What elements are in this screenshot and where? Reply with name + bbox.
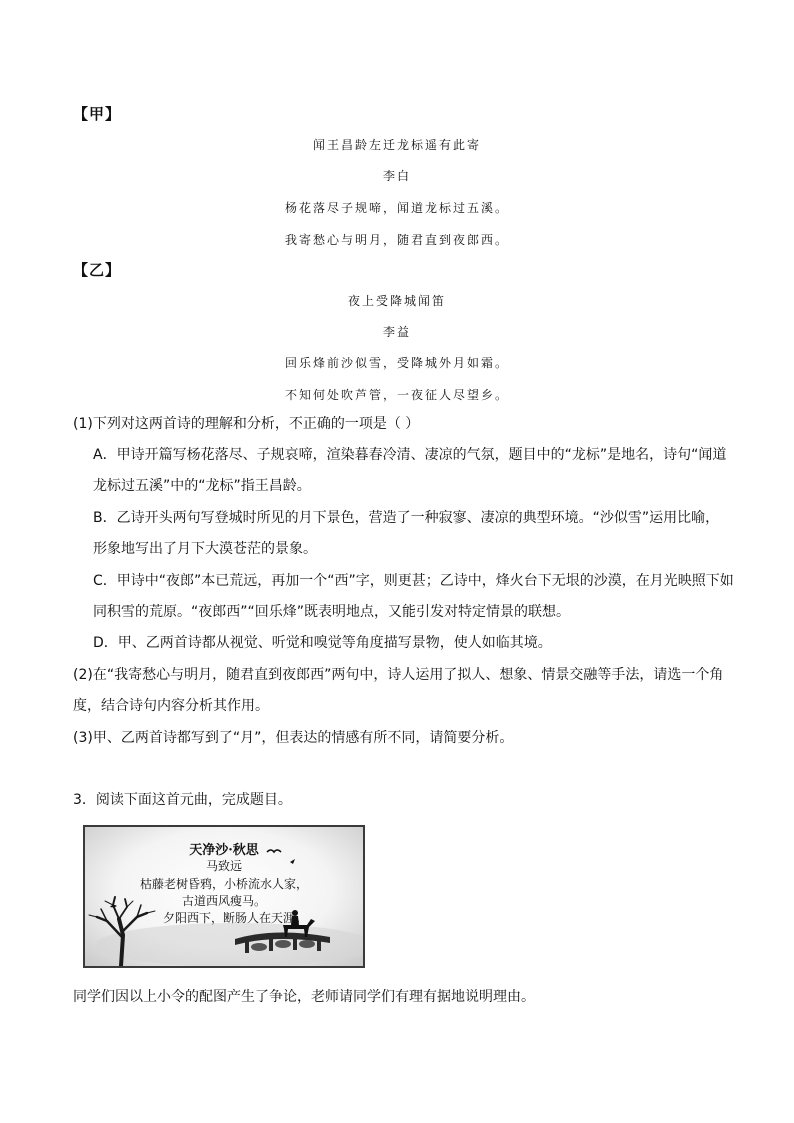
problem-3-heading: 3．阅读下面这首元曲，完成题目。 [73, 792, 292, 808]
poem-a-label: 【甲】 [73, 105, 122, 123]
option-d: D．甲、乙两首诗都从视觉、听觉和嗅觉等角度描写景物，使人如临其境。 [93, 635, 552, 651]
figure-author: 马致远 [205, 859, 242, 873]
option-b-line-1: B．乙诗开头两句写登城时所见的月下景色，营造了一种寂寥、凄凉的典型环境。“沙似雪”运用比喻， [93, 510, 720, 526]
option-c-line-2: 同积雪的荒原。“夜郎西”“回乐烽”既表明地点，又能引发对特定情景的联想。 [93, 604, 571, 620]
question-2-line-2: 度，结合诗句内容分析其作用。 [73, 698, 269, 714]
option-a-line-2: 龙标过五溪”中的“龙标”指王昌龄。 [93, 478, 311, 494]
option-c-line-1: C．甲诗中“夜郎”本已荒远，再加一个“西”字，则更甚；乙诗中，烽火台下无垠的沙漠，在月光映照下如 [93, 573, 734, 589]
problem-3-caption: 同学们因以上小令的配图产生了争论，老师请同学们有理有据地说明理由。 [73, 989, 535, 1005]
poem-b-line-2: 不知何处吹芦管，一夜征人尽望乡。 [284, 388, 509, 402]
question-2-line-1: (2)在“我寄愁心与明月，随君直到夜郎西”两句中，诗人运用了拟人、想象、情景交融等手法，请选一个角 [73, 667, 724, 683]
poem-a-line-1: 杨花落尽子规啼，闻道龙标过五溪。 [284, 201, 509, 215]
poem-a-line-2: 我寄愁心与明月，随君直到夜郎西。 [284, 233, 509, 247]
qiusi-illustration [83, 825, 365, 968]
question-3: (3)甲、乙两首诗都写到了“月”，但表达的情感有所不同，请简要分析。 [73, 730, 514, 746]
poem-b-author: 李益 [382, 325, 411, 339]
option-a-line-1: A．甲诗开篇写杨花落尽、子规哀啼，渲染暮春冷清、凄凉的气氛，题目中的“龙标”是地名，诗句“闻道 [93, 447, 727, 463]
figure-line-1: 枯藤老树昏鸦，小桥流水人家， [139, 877, 308, 891]
poem-b-line-1: 回乐烽前沙似雪，受降城外月如霜。 [284, 356, 509, 370]
figure-title: 天净沙·秋思 [189, 843, 259, 858]
option-b-line-2: 形象地写出了月下大漠苍茫的景象。 [93, 541, 317, 557]
poem-a-title: 闻王昌龄左迁龙标遥有此寄 [312, 138, 481, 152]
figure-line-2: 古道西风瘦马。 [181, 894, 266, 908]
poem-b-title: 夜上受降城闻笛 [347, 294, 446, 308]
figure-line-3: 夕阳西下，断肠人在天涯。 [162, 911, 307, 925]
question-1-stem: (1)下列对这两首诗的理解和分析，不正确的一项是（ ） [73, 416, 420, 432]
poem-a-author: 李白 [382, 169, 411, 183]
poem-b-label: 【乙】 [73, 261, 122, 279]
